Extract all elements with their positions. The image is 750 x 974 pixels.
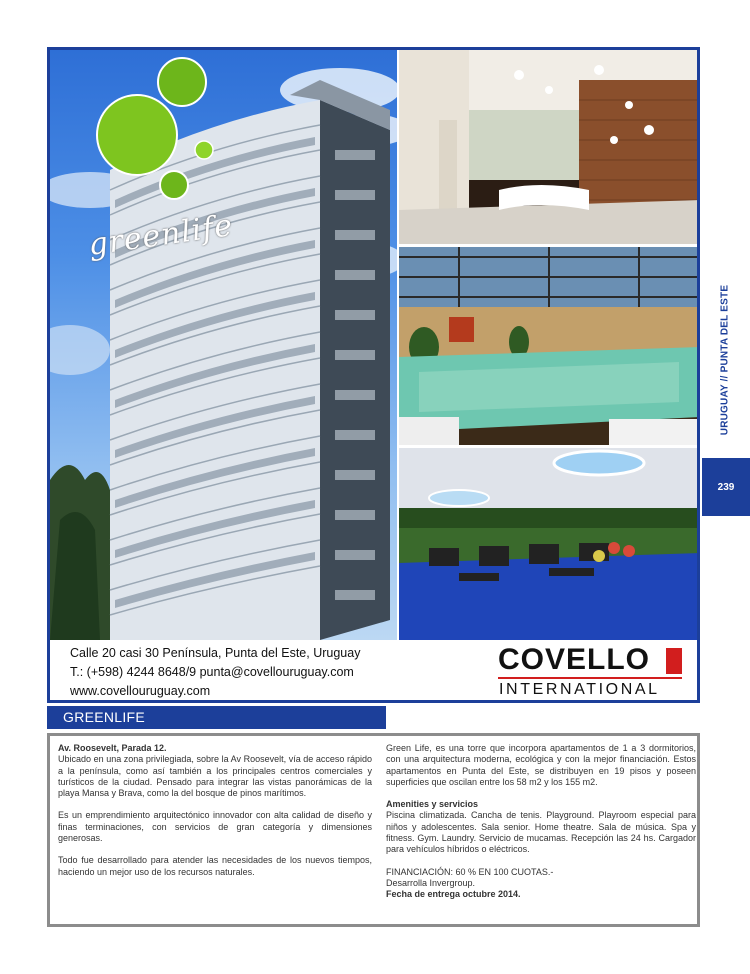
pool-photo	[399, 247, 700, 445]
page-number: 239	[702, 458, 750, 516]
description-paragraph: Es un emprendimiento arquitectónico innovador con alta calidad de diseño y finas terminaciones, con servicios de gran categoría y dimensiones generosas.	[58, 810, 372, 844]
description-right-column	[386, 743, 696, 901]
amenities-heading: Amenities y servicios	[386, 799, 479, 810]
covello-red-rule	[498, 677, 682, 679]
delivery-date: Fecha de entrega octubre 2014.	[386, 889, 521, 900]
covello-red-block	[666, 648, 682, 674]
ad-frame	[47, 47, 700, 703]
description-paragraph: Green Life, es una torre que incorpora apartamentos de 1 a 3 dormitorios, con una arquitectura moderna, ecológica y con la mejor financiación. Estos apartamentos en Punta del Este, se distribuyen en 19 pisos y poseen superficies que oscilan entre los 58 m2 y los 155 m2.	[386, 743, 696, 787]
covello-wordmark: COVELLO	[498, 643, 651, 676]
gym-photo	[399, 448, 700, 640]
lobby-photo	[399, 50, 700, 244]
bubbles-icon	[62, 50, 242, 220]
section-title-bar	[47, 706, 386, 729]
location-heading: Av. Roosevelt, Parada 12.	[58, 743, 167, 753]
country-city-label: URUGUAY // PUNTA DEL ESTE	[719, 284, 731, 436]
financing-text: FINANCIACIÓN: 60 % EN 100 CUOTAS.-	[386, 866, 554, 877]
covello-international-logo	[498, 645, 684, 699]
description-left-column	[58, 743, 372, 889]
developer-text: Desarrolla Invergroup.	[386, 877, 476, 888]
contact-address: Calle 20 casi 30 Península, Punta del Este, Uruguay	[70, 646, 361, 660]
contact-strip	[50, 640, 700, 703]
section-title: GREENLIFE	[63, 709, 146, 725]
greenlife-logo	[62, 50, 242, 263]
contact-phone-email[interactable]: T.: (+598) 4244 8648/9 punta@covellouruguay.com	[70, 665, 354, 679]
covello-subtitle: INTERNATIONAL	[499, 681, 660, 698]
tower-photo	[50, 50, 397, 640]
description-paragraph: Ubicado en una zona privilegiada, sobre la Av Roosevelt, vía de acceso rápido a la península, como así también a los principales centros comerciales y turísticos de la ciudad. Pensado para integrar las vistas panorámicas de la playa Mansa y Brava, como la del bosque de pinos marítimos.	[58, 754, 372, 799]
section-side-tab	[708, 275, 742, 445]
description-box	[47, 733, 700, 927]
contact-website[interactable]: www.covellouruguay.com	[70, 684, 211, 698]
description-paragraph: Todo fue desarrollado para atender las necesidades de los nuevos tiempos, haciendo un mejor uso de los recursos naturales.	[58, 855, 372, 877]
amenities-list: Piscina climatizada. Cancha de tenis. Playground. Playroom especial para niños y adolescentes. Sala senior. Home theatre. Sala de música. Spa y fitness. Gym. Laundry. Servicio de mucamas. Recepción las 24 hs. Cargador para vehículos híbridos o eléctricos.	[386, 810, 696, 855]
greenlife-script-wordmark: greenlife	[86, 208, 236, 263]
